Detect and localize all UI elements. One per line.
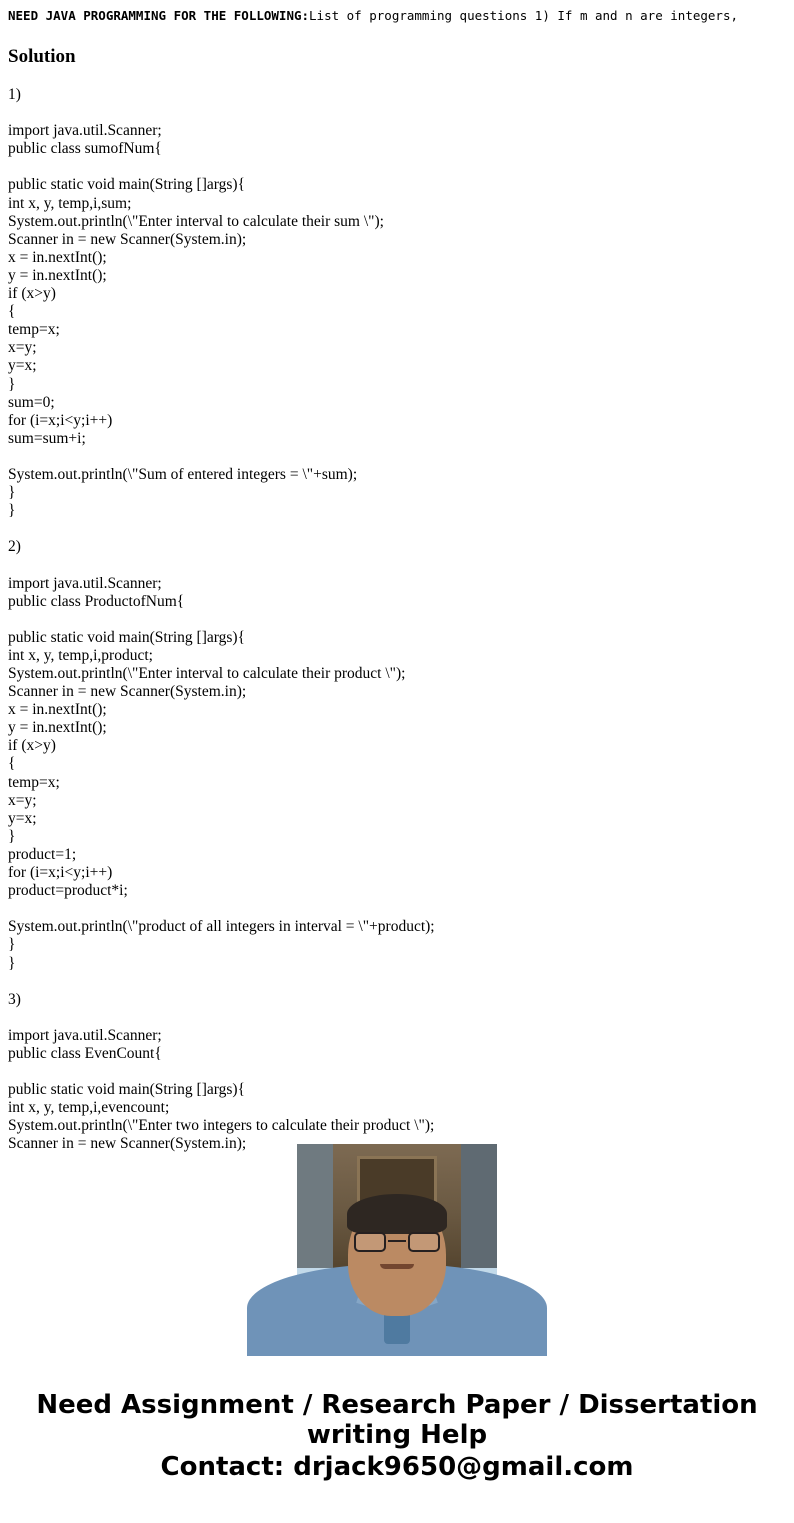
code-line: System.out.println(\"product of all integers in interval = \"+product); bbox=[8, 918, 435, 936]
photo-glasses-bridge bbox=[388, 1240, 406, 1242]
code-line bbox=[8, 973, 794, 991]
glasses-icon bbox=[354, 1232, 440, 1252]
photo-hair bbox=[347, 1194, 447, 1234]
code-line: import java.util.Scanner; bbox=[8, 122, 162, 140]
code-line: Scanner in = new Scanner(System.in); bbox=[8, 1135, 247, 1153]
code-line: int x, y, temp,i,evencount; bbox=[8, 1099, 170, 1117]
code-line bbox=[8, 104, 794, 122]
question-text: List of programming questions 1) If m and n are integers, bbox=[309, 8, 738, 23]
code-line: x=y; bbox=[8, 339, 37, 357]
photo-wall-left bbox=[297, 1144, 337, 1268]
code-line: product=product*i; bbox=[8, 882, 128, 900]
code-line: Scanner in = new Scanner(System.in); bbox=[8, 683, 247, 701]
code-line: int x, y, temp,i,sum; bbox=[8, 194, 132, 212]
photo-mouth bbox=[380, 1264, 414, 1269]
code-line: public class sumofNum{ bbox=[8, 140, 162, 158]
code-line: y = in.nextInt(); bbox=[8, 266, 107, 284]
code-line: import java.util.Scanner; bbox=[8, 1026, 162, 1044]
code-line: public static void main(String []args){ bbox=[8, 176, 246, 194]
code-line: y=x; bbox=[8, 809, 37, 827]
avatar bbox=[297, 1144, 497, 1344]
code-line: 2) bbox=[8, 538, 21, 556]
code-line: } bbox=[8, 502, 16, 520]
code-line bbox=[8, 1063, 794, 1081]
code-line: sum=sum+i; bbox=[8, 429, 86, 447]
code-line bbox=[8, 158, 794, 176]
code-line bbox=[8, 611, 794, 629]
photo-wall-right bbox=[457, 1144, 497, 1268]
code-line: x = in.nextInt(); bbox=[8, 248, 107, 266]
code-line: product=1; bbox=[8, 845, 77, 863]
code-line: import java.util.Scanner; bbox=[8, 574, 162, 592]
promo-contact: Contact: drjack9650@gmail.com bbox=[160, 1452, 634, 1482]
photo-lens-left bbox=[354, 1232, 386, 1252]
code-line: { bbox=[8, 755, 16, 773]
code-line: for (i=x;i<y;i++) bbox=[8, 411, 113, 429]
code-line: } bbox=[8, 484, 16, 502]
code-line: public static void main(String []args){ bbox=[8, 628, 246, 646]
code-line: y=x; bbox=[8, 357, 37, 375]
code-line: } bbox=[8, 954, 16, 972]
code-line bbox=[8, 448, 794, 466]
code-line: 1) bbox=[8, 86, 21, 103]
code-line bbox=[8, 520, 794, 538]
code-line: for (i=x;i<y;i++) bbox=[8, 864, 113, 882]
promo-line-1: Need Assignment / Research Paper / Dissertation bbox=[36, 1390, 758, 1420]
code-line: public static void main(String []args){ bbox=[8, 1081, 246, 1099]
photo-lens-right bbox=[408, 1232, 440, 1252]
code-line: public class EvenCount{ bbox=[8, 1044, 162, 1062]
code-line bbox=[8, 1009, 794, 1027]
solution-code-block bbox=[8, 86, 794, 1153]
code-line: 3) bbox=[8, 990, 21, 1008]
code-line: System.out.println(\"Enter interval to calculate their product \"); bbox=[8, 665, 406, 682]
code-line: Scanner in = new Scanner(System.in); bbox=[8, 230, 247, 248]
code-line: } bbox=[8, 827, 16, 845]
code-line: if (x>y) bbox=[8, 737, 56, 755]
code-line: x = in.nextInt(); bbox=[8, 701, 107, 719]
promo-line-2: writing Help bbox=[306, 1420, 488, 1450]
solution-heading: Solution bbox=[8, 46, 76, 67]
question-label: NEED JAVA PROGRAMMING FOR THE FOLLOWING: bbox=[8, 8, 310, 23]
code-line: } bbox=[8, 936, 16, 954]
question-header bbox=[0, 0, 794, 24]
code-line bbox=[8, 900, 794, 918]
code-line: y = in.nextInt(); bbox=[8, 719, 107, 737]
code-line: public class ProductofNum{ bbox=[8, 592, 185, 610]
code-line: System.out.println(\"Enter interval to calculate their sum \"); bbox=[8, 212, 384, 230]
code-line: System.out.println(\"Sum of entered integers = \"+sum); bbox=[8, 465, 358, 483]
code-line: System.out.println(\"Enter two integers to calculate their product \"); bbox=[8, 1117, 435, 1135]
code-line: } bbox=[8, 375, 16, 393]
promo-block bbox=[0, 1390, 794, 1484]
code-line: { bbox=[8, 303, 16, 321]
code-line: temp=x; bbox=[8, 773, 60, 791]
code-line: temp=x; bbox=[8, 321, 60, 339]
code-line: int x, y, temp,i,product; bbox=[8, 646, 153, 664]
author-photo-container bbox=[0, 1144, 794, 1344]
code-line bbox=[8, 556, 794, 574]
code-line: x=y; bbox=[8, 791, 37, 809]
code-line: if (x>y) bbox=[8, 285, 56, 303]
code-line: sum=0; bbox=[8, 393, 55, 411]
